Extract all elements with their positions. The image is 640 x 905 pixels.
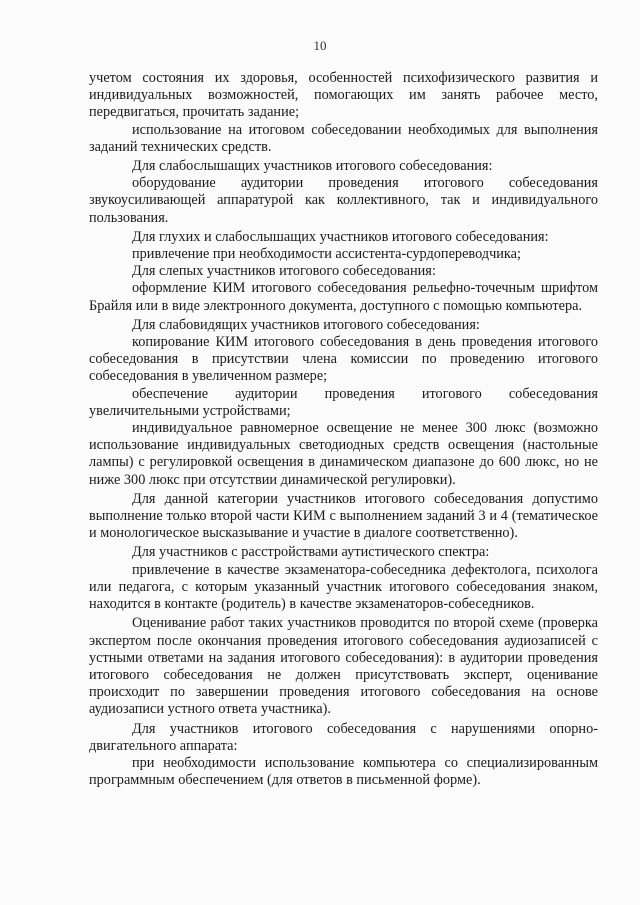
paragraph: Для глухих и слабослышащих участников итогового собеседования:: [132, 228, 549, 245]
paragraph: использование на итоговом собеседовании необходимых для выполнения заданий технических средств.: [89, 121, 598, 155]
paragraph: учетом состояния их здоровья, особенностей психофизического развития и индивидуальных возможностей, помогающих им занять рабочее место, передвигаться, прочитать задание;: [89, 70, 598, 121]
paragraph: при необходимости использование компьютера со специализированным программным обеспечением (для ответов в письменной форме).: [89, 754, 598, 789]
paragraph: обеспечение аудитории проведения итогового собеседования увеличительными устройствами;: [89, 385, 598, 419]
paragraph: копирование КИМ итогового собеседования в день проведения итогового собеседования в присутствии члена комиссии по проведению итогового собеседования в увеличенном размере;: [89, 334, 598, 385]
paragraph: индивидуальное равномерное освещение не менее 300 люкс (возможно использование индивидуальных светодиодных средств освещения (настольные лампы) с регулировкой освещения в динамическом диапазоне до 600 люкс, но не ниже 300 люкс при отсутствии динамической регулировки).: [89, 420, 598, 488]
paragraph: Оценивание работ таких участников проводится по второй схеме (проверка экспертом после окончания проведения итогового собеседования аудиозаписей с устными ответами на задания итогового собеседования): в аудитории проведения итогового собеседования не должен присутствовать эксперт, оценивание происходит по завершении проведения итогового собеседования на основе аудиозаписи устного ответа участника).: [89, 615, 598, 718]
paragraph: Для слепых участников итогового собеседования:: [132, 263, 436, 280]
document-body: [89, 70, 598, 789]
paragraph: Для участников итогового собеседования с нарушениями опорно-двигательного аппарата:: [89, 720, 598, 754]
paragraph: Для слабовидящих участников итогового собеседования:: [132, 316, 480, 333]
paragraph: привлечение при необходимости ассистента-сурдопереводчика;: [132, 246, 521, 263]
paragraph: Для участников с расстройствами аутистического спектра:: [132, 544, 490, 561]
page-number: 10: [313, 38, 327, 53]
paragraph: Для слабослышащих участников итогового собеседования:: [132, 158, 493, 175]
paragraph: Для данной категории участников итогового собеседования допустимо выполнение только второй части КИМ с выполнением заданий 3 и 4 (тематическое и монологическое высказывание и участие в диалоге соответственно).: [89, 490, 598, 542]
paragraph: оформление КИМ итогового собеседования рельефно-точечным шрифтом Брайля или в виде электронного документа, доступного с помощью компьютера.: [89, 280, 598, 314]
paragraph: оборудование аудитории проведения итогового собеседования звукоусиливающей аппаратурой как коллективного, так и индивидуального пользования.: [89, 175, 598, 226]
paragraph: привлечение в качестве экзаменатора-собеседника дефектолога, психолога или педагога, с которым указанный участник итогового собеседования знаком, находится в контакте (родитель) в качестве экзаменаторов-собеседников.: [89, 561, 598, 613]
